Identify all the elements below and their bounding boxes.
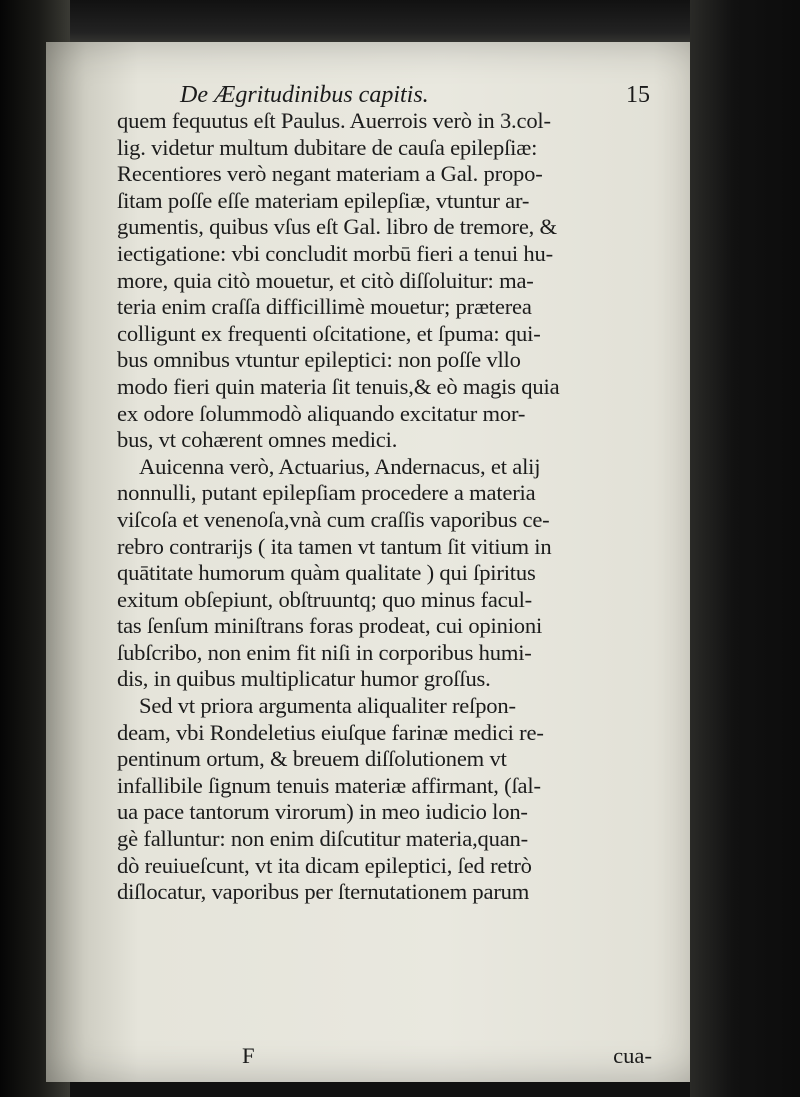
scan-right-background xyxy=(690,0,800,1097)
text-line: tas ſenſum miniſtrans foras prodeat, cui opinioni xyxy=(117,613,543,639)
text-line: quem fequutus eſt Paulus. Auerrois verò in 3.col- xyxy=(117,108,551,133)
paragraph-start-line: Sed vt priora argumenta aliqualiter reſpon- xyxy=(139,693,516,719)
text-line: Recentiores verò negant materiam a Gal. propo- xyxy=(117,161,543,187)
scan-top-shadow xyxy=(0,0,800,46)
text-line: nonnulli, putant epilepſiam procedere a materia xyxy=(117,480,536,506)
text-line: dò reuiueſcunt, vt ita dicam epileptici, ſed retrò xyxy=(117,852,532,878)
running-head: De Ægritudinibus capitis. xyxy=(180,82,429,108)
text-line: colligunt ex frequenti oſcitatione, et ſpuma: qui- xyxy=(117,320,541,346)
text-line: gè falluntur: non enim diſcutitur materia,quan- xyxy=(117,826,528,852)
text-line: bus, vt cohærent omnes medici. xyxy=(117,427,398,453)
paragraph-start-line: Auicenna verò, Actuarius, Andernacus, et alij xyxy=(139,453,541,479)
text-line: infallibile ſignum tenuis materiæ affirmant, (ſal- xyxy=(117,772,541,798)
text-line: modo fieri quin materia ſit tenuis,& eò magis quia xyxy=(117,373,560,399)
text-line: ſubſcribo, non enim fit niſi in corporibus humi- xyxy=(117,639,532,665)
text-line: teria enim craſſa difficillimè mouetur; præterea xyxy=(117,294,532,320)
text-line: dis, in quibus multiplicatur humor groſſus. xyxy=(117,666,491,692)
text-line: more, quia citò mouetur, et citò diſſoluitur: ma- xyxy=(117,267,534,293)
text-line: quātitate humorum quàm qualitate ) qui ſpiritus xyxy=(117,560,536,586)
page-footer xyxy=(117,1043,672,1069)
text-line: ua pace tantorum virorum) in meo iudicio lon- xyxy=(117,799,528,825)
text-line: iectigatione: vbi concludit morbū fieri a tenui hu- xyxy=(117,240,553,266)
text-line: rebro contrarijs ( ita tamen vt tantum ſit vitium in xyxy=(117,533,552,559)
text-line: pentinum ortum, & breuem diſſolutionem vt xyxy=(117,746,507,772)
signature-mark: F xyxy=(242,1043,255,1068)
text-line: exitum obſepiunt, obſtruuntq; quo minus facul- xyxy=(117,586,533,612)
text-line: ſitam poſſe eſſe materiam epilepſiæ, vtuntur ar- xyxy=(117,187,530,213)
text-line: viſcoſa et venenoſa,vnà cum craſſis vaporibus ce- xyxy=(117,506,550,532)
text-line: ex odore ſolummodò aliquando excitatur mor- xyxy=(117,400,526,426)
text-line: gumentis, quibus vſus eſt Gal. libro de tremore, & xyxy=(117,214,557,240)
body-text xyxy=(117,108,672,906)
page-number: 15 xyxy=(626,82,650,108)
text-line: diſlocatur, vaporibus per ſternutationem parum xyxy=(117,879,530,905)
text-line: lig. videtur multum dubitare de cauſa epilepſiæ: xyxy=(117,134,538,160)
text-line: bus omnibus vtuntur epileptici: non poſſe vllo xyxy=(117,347,521,373)
text-line: deam, vbi Rondeletius eiuſque farinæ medici re- xyxy=(117,719,544,745)
catchword: cua- xyxy=(613,1043,652,1068)
